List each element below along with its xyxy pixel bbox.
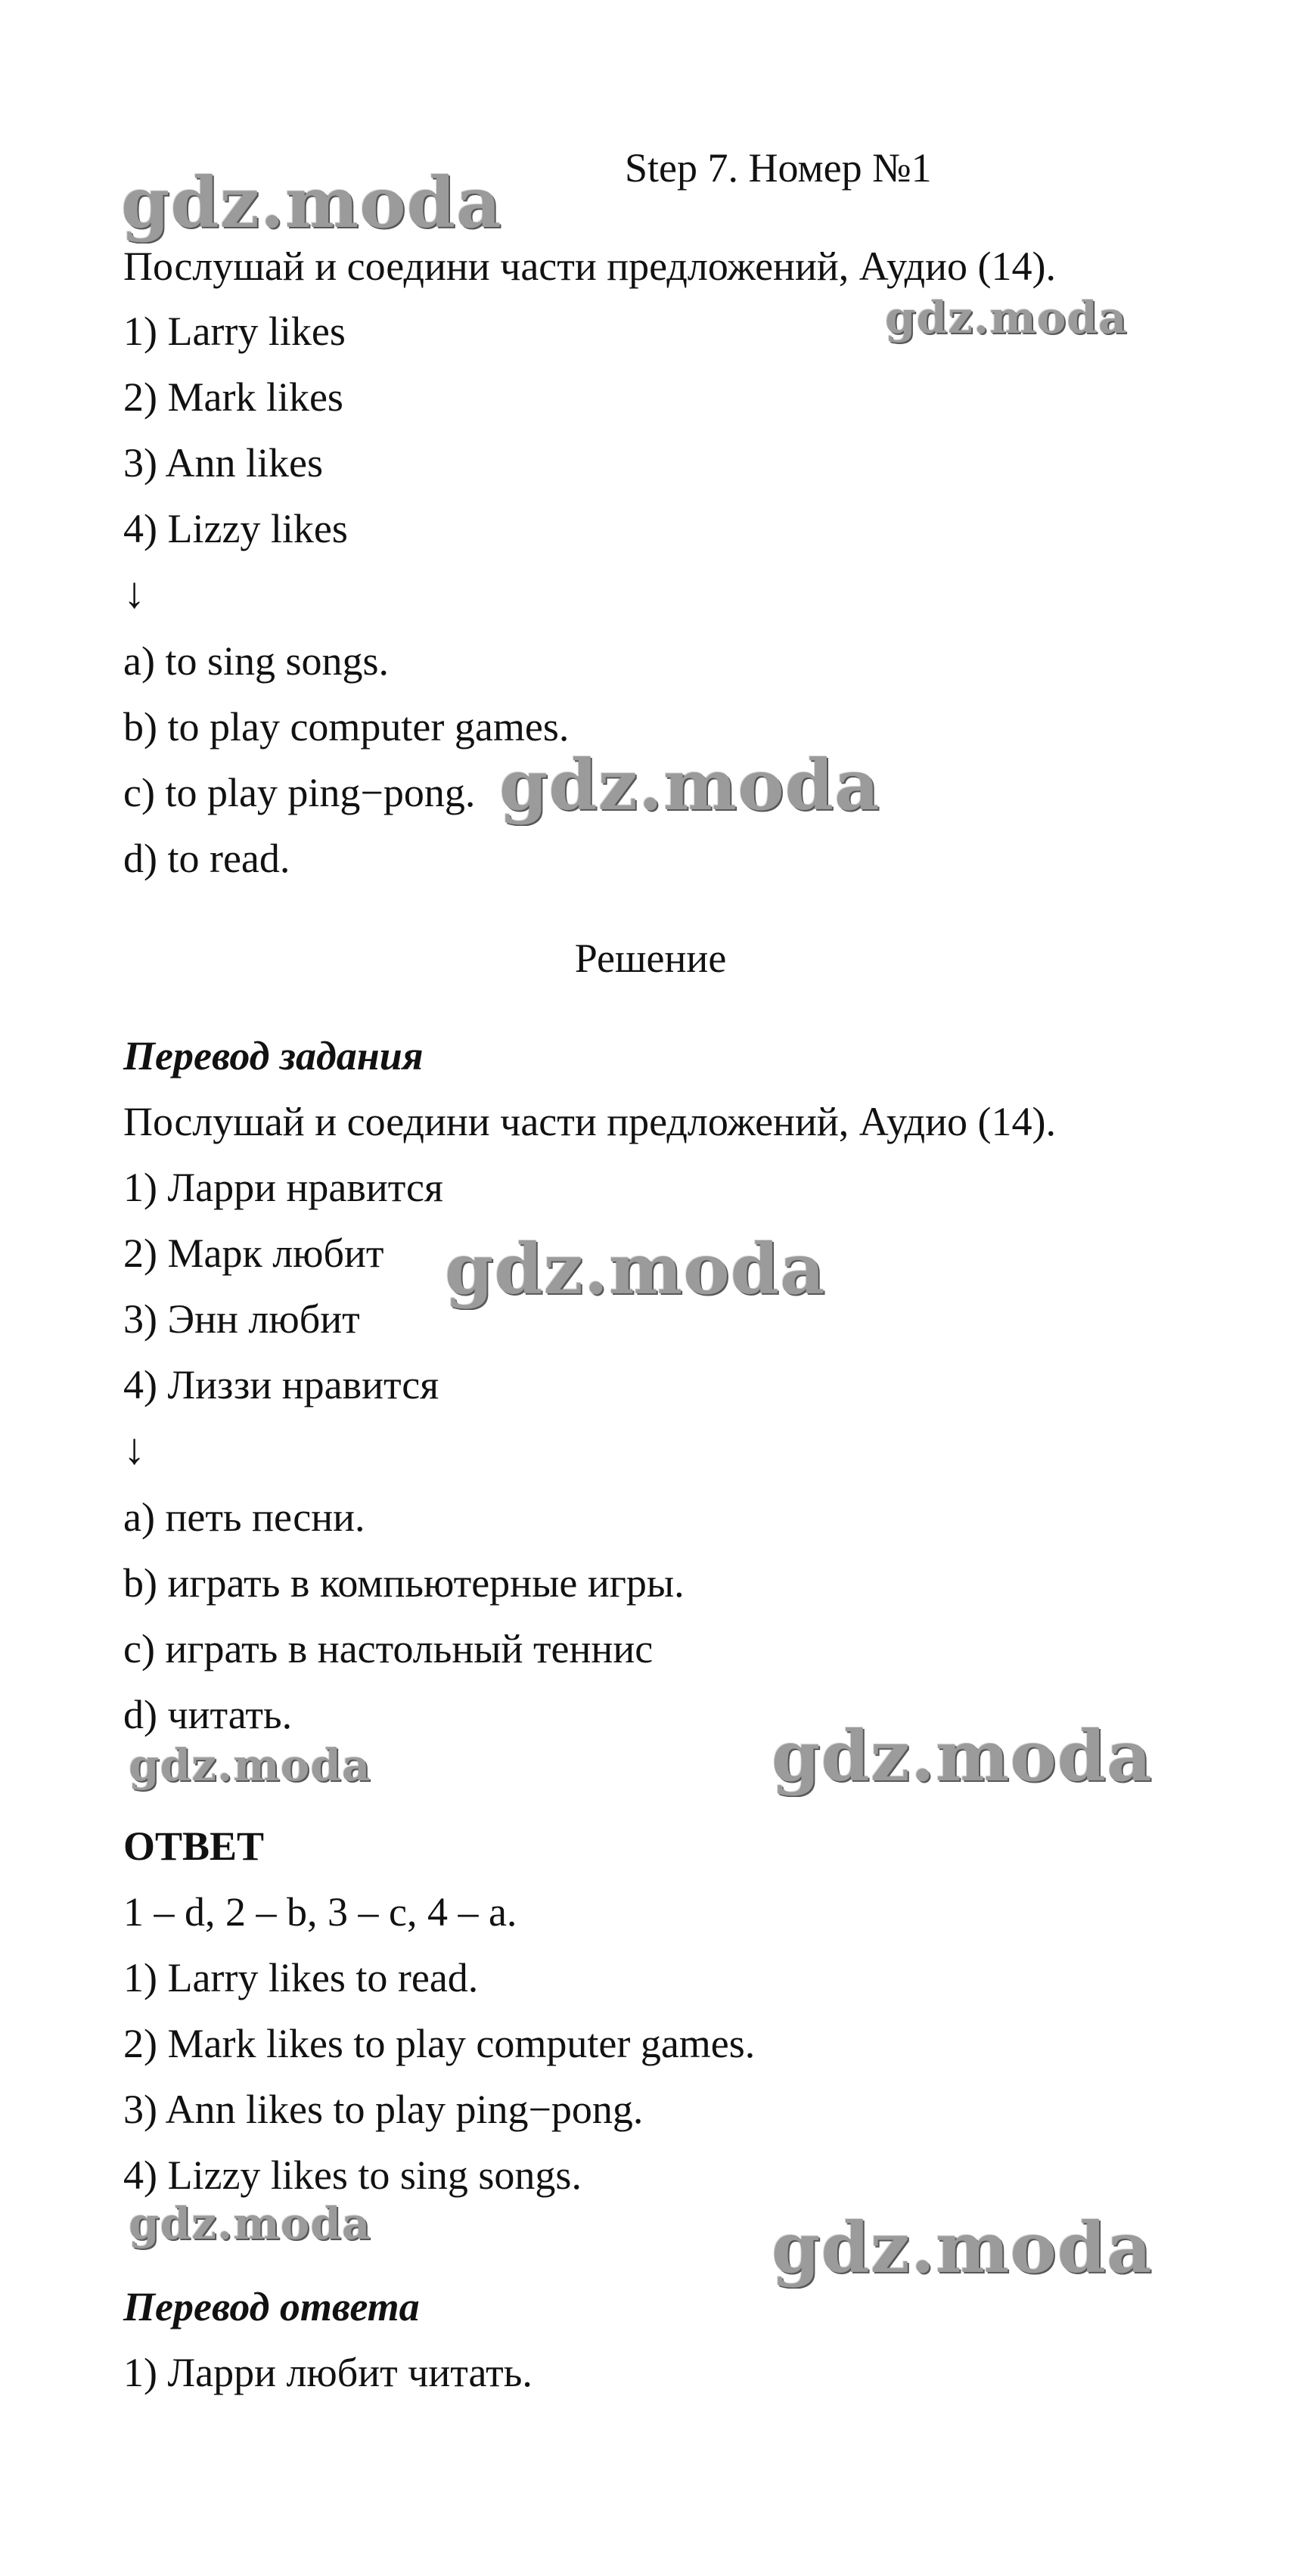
- task-option: d) to read.: [123, 836, 290, 881]
- solution-heading: Решение: [574, 936, 727, 981]
- translation-item: 3) Энн любит: [123, 1296, 360, 1342]
- watermark: gdz.moda: [772, 2207, 1153, 2289]
- watermark: gdz.moda: [129, 1740, 371, 1791]
- task-item: 2) Mark likes: [123, 374, 343, 420]
- answer-sentence: 3) Ann likes to play ping−pong.: [123, 2087, 644, 2132]
- answer-heading: ОТВЕТ: [123, 1823, 265, 1869]
- translation-option: a) петь песни.: [123, 1494, 365, 1540]
- translation-option: d) читать.: [123, 1692, 293, 1737]
- answer-key: 1 – d, 2 – b, 3 – c, 4 – a.: [123, 1889, 517, 1935]
- translation-option: b) играть в компьютерные игры.: [123, 1560, 685, 1606]
- task-option: b) to play computer games.: [123, 704, 570, 750]
- translation-heading: Перевод задания: [123, 1033, 424, 1079]
- watermark: gdz.moda: [129, 2198, 371, 2249]
- answer-translation-sentence: 1) Ларри любит читать.: [123, 2350, 533, 2395]
- watermark: gdz.moda: [772, 1715, 1153, 1797]
- watermark: gdz.moda: [121, 162, 502, 244]
- task-option: a) to sing songs.: [123, 638, 389, 684]
- answer-translation-heading: Перевод ответа: [123, 2284, 420, 2329]
- translation-item: 2) Марк любит: [123, 1231, 384, 1276]
- down-arrow-icon: ↓: [123, 568, 145, 617]
- task-instruction: Послушай и соедини части предложений, Аудио (14).: [123, 244, 1056, 289]
- watermark: gdz.moda: [445, 1228, 826, 1310]
- task-option: c) to play ping−pong.: [123, 770, 476, 815]
- translation-instruction: Послушай и соедини части предложений, Аудио (14).: [123, 1099, 1056, 1144]
- task-item: 4) Lizzy likes: [123, 506, 348, 551]
- watermark: gdz.moda: [499, 744, 880, 826]
- task-item: 1) Larry likes: [123, 309, 346, 354]
- down-arrow-icon: ↓: [123, 1424, 145, 1473]
- page-title: Step 7. Номер №1: [625, 145, 932, 191]
- answer-sentence: 1) Larry likes to read.: [123, 1955, 479, 2000]
- watermark: gdz.moda: [885, 292, 1128, 343]
- answer-sentence: 4) Lizzy likes to sing songs.: [123, 2152, 582, 2198]
- task-item: 3) Ann likes: [123, 440, 323, 486]
- answer-sentence: 2) Mark likes to play computer games.: [123, 2021, 756, 2066]
- translation-item: 4) Лиззи нравится: [123, 1362, 439, 1407]
- translation-item: 1) Ларри нравится: [123, 1165, 443, 1210]
- translation-option: c) играть в настольный теннис: [123, 1626, 654, 1671]
